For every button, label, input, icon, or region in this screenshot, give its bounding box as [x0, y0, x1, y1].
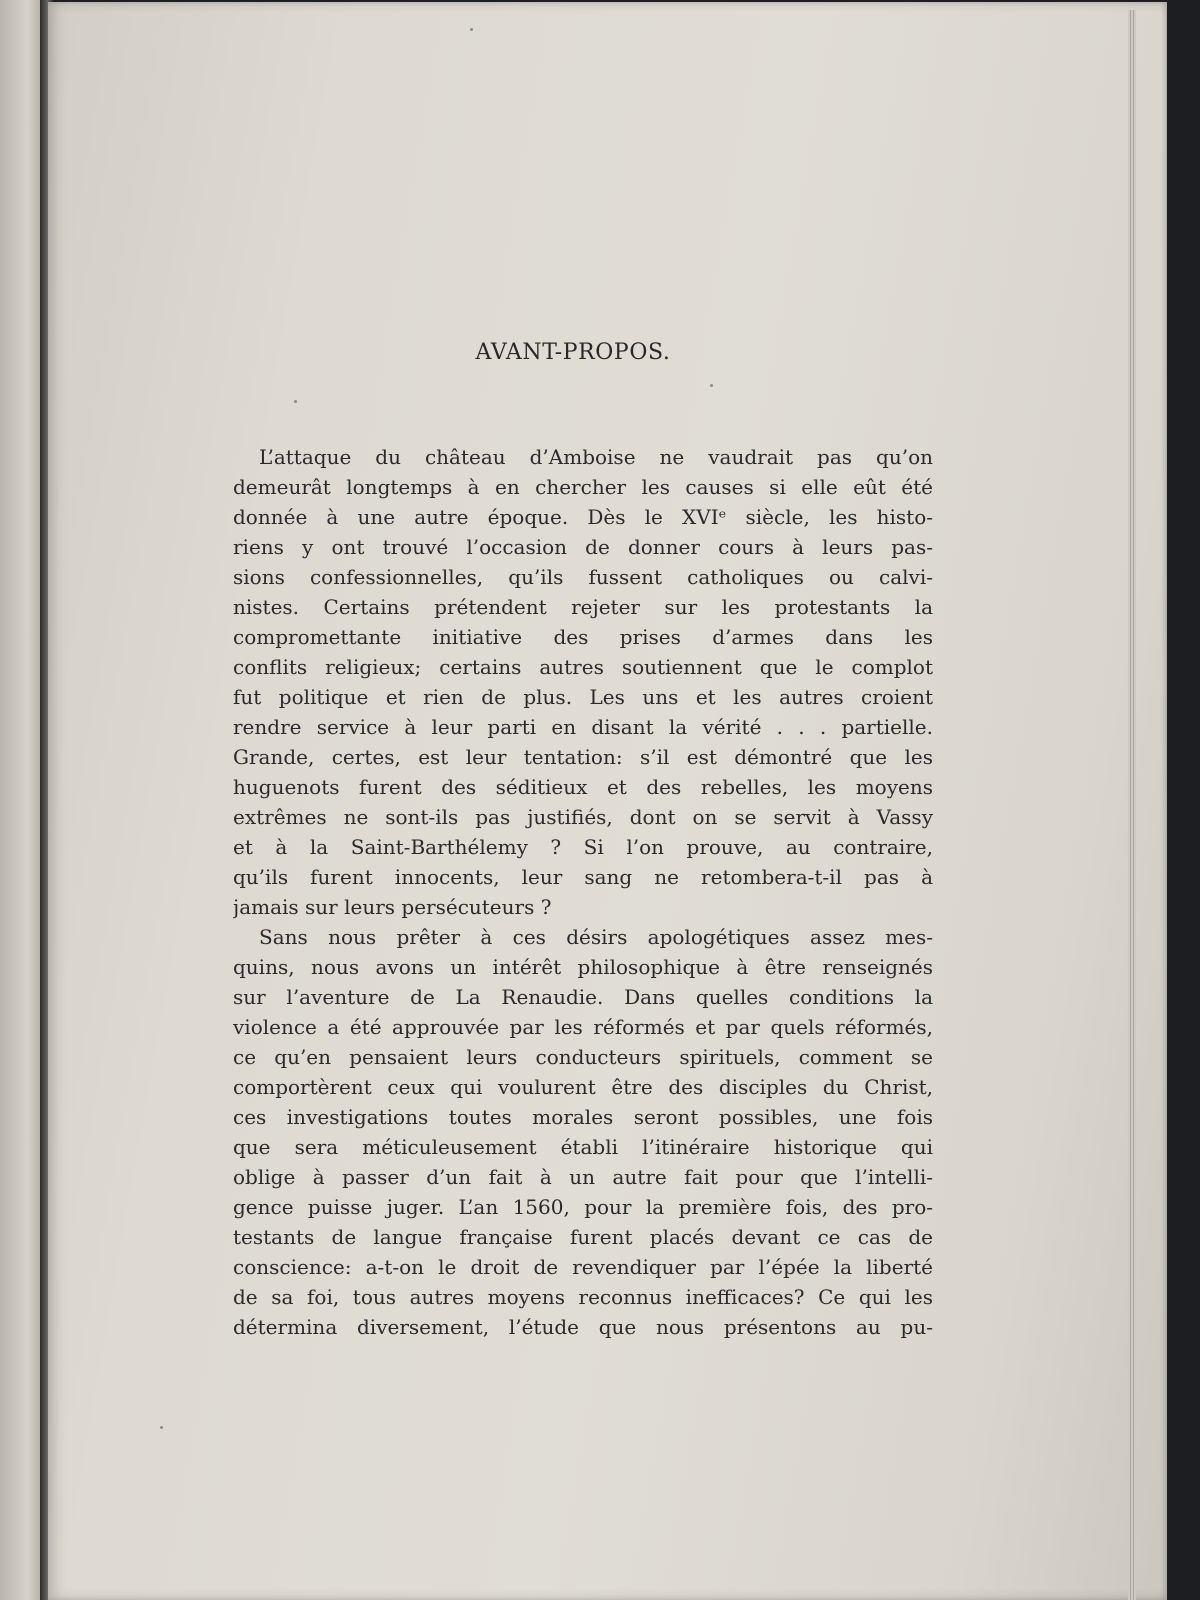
text-line: L’attaque du château d’Amboise ne vaudrait pas qu’on: [259, 445, 933, 469]
text-line: de sa foi, tous autres moyens reconnus inefficaces? Ce qui les: [233, 1285, 933, 1309]
text-line: détermina diversement, l’étude que nous présentons au pu-: [233, 1315, 933, 1339]
page-title: AVANT-PROPOS.: [475, 340, 671, 365]
text-line: fut politique et rien de plus. Les uns et les autres croient: [233, 685, 933, 709]
text-line: testants de langue française furent placés devant ce cas de: [233, 1225, 933, 1249]
text-line: jamais sur leurs persécuteurs ?: [233, 895, 552, 919]
text-line: huguenots furent des séditieux et des rebelles, les moyens: [233, 775, 933, 799]
text-line: gence puisse juger. L’an 1560, pour la première fois, des pro-: [233, 1195, 933, 1219]
text-line: compromettante initiative des prises d’armes dans les: [233, 625, 933, 649]
text-line: sions confessionnelles, qu’ils fussent catholiques ou calvi-: [233, 565, 933, 589]
text-line: Sans nous prêter à ces désirs apologétiques assez mes-: [259, 925, 933, 949]
text-line: ce qu’en pensaient leurs conducteurs spirituels, comment se: [233, 1045, 933, 1069]
text-line: donnée à une autre époque. Dès le XVIᵉ siècle, les histo-: [233, 505, 933, 529]
text-line: ces investigations toutes morales seront possibles, une fois: [233, 1105, 933, 1129]
text-line: rendre service à leur parti en disant la vérité . . . partielle.: [233, 715, 933, 739]
text-line: qu’ils furent innocents, leur sang ne retombera-t-il pas à: [233, 865, 933, 889]
paper-speck: [160, 1426, 163, 1429]
text-line: oblige à passer d’un fait à un autre fait pour que l’intelli-: [233, 1165, 933, 1189]
text-line: et à la Saint-Barthélemy ? Si l’on prouve, au contraire,: [233, 835, 933, 859]
book-page: [48, 2, 1167, 1600]
text-line: que sera méticuleusement établi l’itinéraire historique qui: [233, 1135, 933, 1159]
text-line: riens y ont trouvé l’occasion de donner cours à leurs pas-: [233, 535, 933, 559]
text-line: demeurât longtemps à en chercher les causes si elle eût été: [233, 475, 933, 499]
text-line: conflits religieux; certains autres soutiennent que le complot: [233, 655, 933, 679]
text-line: conscience: a-t-on le droit de revendiquer par l’épée la liberté: [233, 1255, 933, 1279]
text-line: sur l’aventure de La Renaudie. Dans quelles conditions la: [233, 985, 933, 1009]
page-stack-edge: [1128, 10, 1136, 1600]
text-line: Grande, certes, est leur tentation: s’il est démontré que les: [233, 745, 933, 769]
paper-speck: [710, 384, 713, 387]
text-line: violence a été approuvée par les réformés et par quels réformés,: [233, 1015, 933, 1039]
body-text: [233, 442, 933, 1342]
text-line: nistes. Certains prétendent rejeter sur les protestants la: [233, 595, 933, 619]
text-line: quins, nous avons un intérêt philosophique à être renseignés: [233, 955, 933, 979]
paper-speck: [470, 28, 473, 31]
text-line: comportèrent ceux qui voulurent être des disciples du Christ,: [233, 1075, 933, 1099]
text-line: extrêmes ne sont-ils pas justifiés, dont on se servit à Vassy: [233, 805, 933, 829]
paper-speck: [294, 400, 297, 403]
